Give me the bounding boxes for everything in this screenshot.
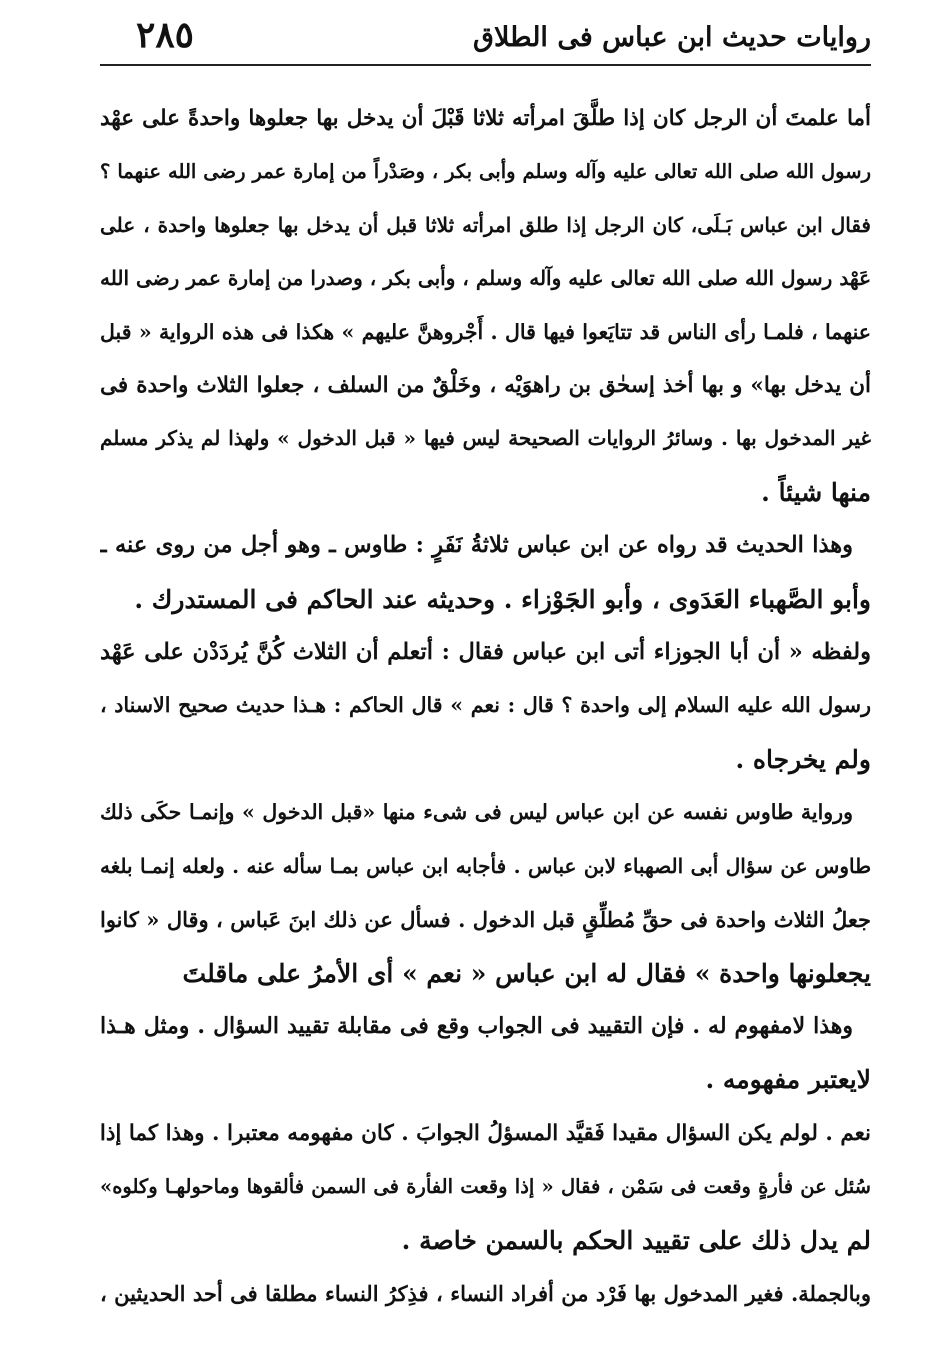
text-line: وأبو الصَّهباء العَدَوى ، وأبو الجَوْزاء . وحديثه عند الحاكم فى المستدرك . [134,584,871,614]
paragraph-2 [100,519,871,626]
text-line: عَهْد رسول الله صلى الله تعالى عليه وآله وسلم ، وأبى بكر ، وصدرا من إمارة عمر رضى الله [100,266,871,291]
text-line: لم يدل ذلك على تقييد الحكم بالسمن خاصة . [401,1225,871,1255]
paragraph-7 [100,1267,871,1320]
text-line: وهذا الحديث قد رواه عن ابن عباس ثلاثةُ نَفَرٍ : طاوس ـ وهو أجل من روى عنه ـ [100,532,853,559]
text-line: جعلُ الثلاث واحدة فى حقِّ مُطلِّقٍ قبل الدخول . فسأل عن ذلك ابنَ عَباس ، وقال « كانوا [100,907,871,933]
text-line: وهذا لامفهوم له . فإن التقييد فى الجواب وقع فى مقابلة تقييد السؤال . ومثل هـذا [100,1012,853,1039]
running-title: روايات حديث ابن عباس فى الطلاق [473,22,871,53]
text-line: فقال ابن عباس بَـلَى، كان الرجل إذا طلق امرأته ثلاثا قبل أن يدخل بها جعلوها واحدة ، على [100,212,871,237]
page-header [100,8,871,66]
text-line: وبالجملة. فغير المدخول بها فَرْد من أفراد النساء ، فذِكرُ النساء مطلقا فى أحد الحديثين ، [100,1280,871,1306]
text-line: أن يدخل بها» و بها أخذ إسحٰق بن راهوَيْه ، وخَلْقٌ من السلف ، جعلوا الثلاث واحدة فى [100,373,871,399]
text-line: ولم يخرجاه . [735,744,871,774]
paragraph-3 [100,626,871,786]
text-line: طاوس عن سؤال أبى الصهباء لابن عباس . فأجابه ابن عباس بمـا سأله عنه . ولعله إنمـا بلغه [100,853,871,878]
text-line: منها شيئاً . [761,477,871,507]
paragraph-4 [100,786,871,1000]
text-line: رسول الله صلى الله تعالى عليه وآله وسلم وأبى بكر ، وصَدْراً من إمارة عمر رضى الله عنهما ؟ [100,160,871,184]
paragraph-5 [100,1000,871,1107]
page-number: ٢٨٥ [136,14,195,56]
text-line: سُئل عن فأرةٍ وقعت فى سَمْن ، فقال « إذا وقعت الفأرة فى السمن فألقوها وماحولهـا وكلوه» [100,1175,871,1199]
text-line: ولفظه « أن أبا الجوزاء أتى ابن عباس فقال : أتعلم أن الثلاث كُنَّ يُردَدْن على عَهْد [100,639,871,666]
text-line: يجعلونها واحدة » فقال له ابن عباس « نعم » أى الأمرُ على ماقلتَ [182,958,871,988]
paragraph-6 [100,1107,871,1267]
page-body [100,92,871,1320]
text-line: عنهما ، فلمـا رأى الناس قد تتايَعوا فيها قال . أَجْروهنَّ عليهم » هكذا فى هذه الرواية « قبل [100,319,871,344]
text-line: رسول الله عليه السلام إلى واحدة ؟ قال : نعم » قال الحاكم : هـذا حديث صحيح الاسناد ، [100,693,871,718]
text-line: أما علمتَ أن الرجل كان إذا طلَّقَ امرأته ثلاثا قَبْلَ أن يدخل بها جعلوها واحدةً على عهْد [100,106,871,131]
text-line: لايعتبر مفهومه . [705,1065,871,1095]
text-line: ورواية طاوس نفسه عن ابن عباس ليس فى شىء منها «قبل الدخول » وإنمـا حكَى ذلك [100,800,853,825]
paragraph-1 [100,92,871,519]
text-line: نعم . لولم يكن السؤال مقيدا فَقيَّد المسؤلُ الجوابَ . كان مفهومه معتبرا . وهذا كما إذا [100,1120,871,1146]
text-line: غير المدخول بها . وسائرُ الروايات الصحيحة ليس فيها « قبل الدخول » ولهذا لم يذكر مسلم [100,426,871,451]
